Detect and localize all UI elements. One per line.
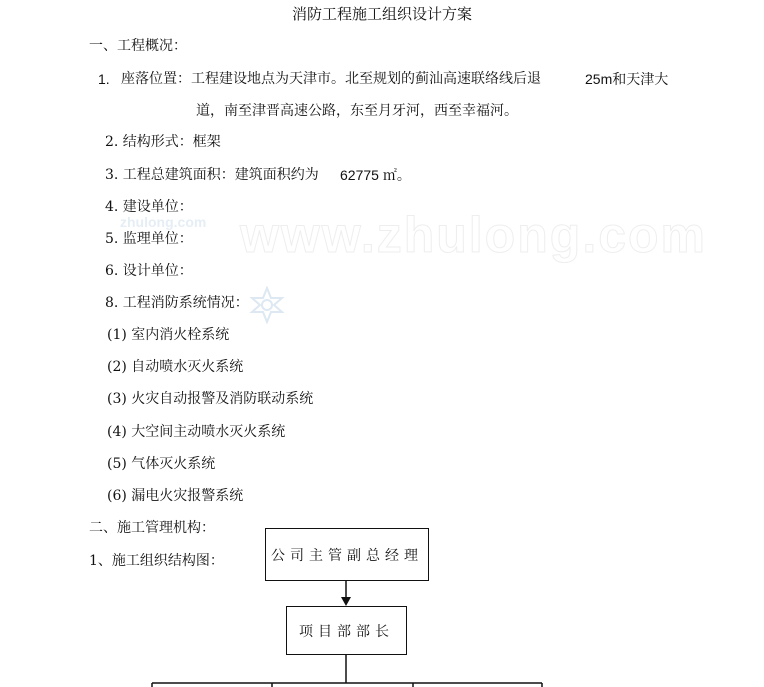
watermark-small-text: zhulong.com	[120, 214, 207, 230]
item3-value: 62775 ㎡。	[340, 167, 411, 183]
section2-sub1: 1、施工组织结构图：	[89, 553, 224, 569]
item5-supervision-unit: 5. 监理单位：	[105, 231, 193, 247]
system-item: (3) 火灾自动报警及消防联动系统	[107, 391, 314, 407]
system-item: (5) 气体灭火系统	[107, 456, 216, 472]
document-title: 消防工程施工组织设计方案	[291, 5, 472, 23]
item1-text-continued: 道，南至津晋高速公路，东至月牙河，西至幸福河。	[196, 103, 518, 119]
item3-label: 3. 工程总建筑面积：建筑面积约为	[105, 167, 319, 183]
system-item: (4) 大空间主动喷水灭火系统	[107, 424, 286, 440]
org-box-project-manager-label: 项目部部长	[299, 623, 394, 640]
item2-structure: 2. 结构形式：框架	[105, 134, 221, 150]
org-box-project-manager	[286, 606, 407, 655]
section1-heading: 一、工程概况：	[89, 38, 187, 54]
system-item: (2) 自动喷水灭火系统	[107, 359, 244, 375]
watermark-text: www.zhulong.com	[240, 207, 708, 263]
org-box-deputy-gm-label: 公司主管副总经理	[271, 547, 423, 564]
item4-construction-unit: 4. 建设单位：	[105, 199, 193, 215]
item1-text: 座落位置：工程建设地点为天津市。北至规划的蓟汕高速联络线后退	[121, 71, 541, 87]
system-item: (1) 室内消火栓系统	[107, 327, 230, 343]
item8-fire-systems: 8. 工程消防系统情况：	[105, 295, 249, 311]
org-box-deputy-gm	[265, 528, 429, 581]
item1-number: 1.	[98, 71, 110, 87]
section2-heading: 二、施工管理机构：	[89, 520, 215, 536]
item1-value: 25m和天津大	[585, 71, 669, 87]
item6-design-unit: 6. 设计单位：	[105, 263, 193, 279]
system-item: (6) 漏电火灾报警系统	[107, 488, 244, 504]
